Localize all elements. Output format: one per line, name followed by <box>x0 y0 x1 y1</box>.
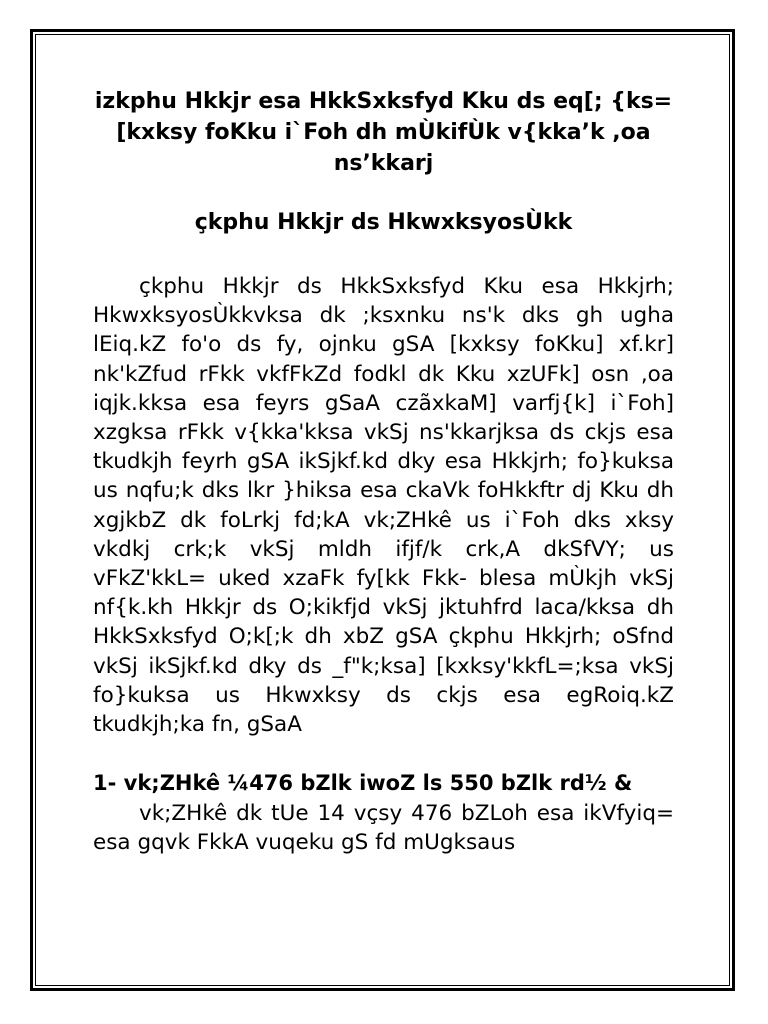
document-title: izkphu Hkkjr esa HkkSxksfyd Kku ds eq[; {ks= [kxksy foKku i`Foh dh mÙkifÙk v{kka’k ,oa ns’kkarj <box>94 89 673 176</box>
document-subtitle: çkphu Hkkjr ds HkwxksyosÙkk <box>194 210 573 235</box>
section-heading-aryabhata: 1- vk;ZHkê ¼476 bZlk iwoZ ls 550 bZlk rd½ & <box>93 771 633 796</box>
paragraph-aryabhata: vk;ZHkê dk tUe 14 vçsy 476 bZLoh esa ikVfyiq= esa gqvk FkkA vuqeku gS fd mUgksaus <box>93 801 674 856</box>
document-body <box>93 86 674 858</box>
paragraph-intro: çkphu Hkkjr ds HkkSxksfyd Kku esa Hkkjrh; HkwxksyosÙkkvksa dk ;ksxnku ns'k dks gh ugha lEiq.kZ fo'o ds fy, ojnku gSA [kxksy foKku] xf.kr] nk'kZfud rFkk vkfFkZd fodkl dk Kku xzUFk] osn ,oa iqjk.kksa esa feyrs gSaA czãxkaM] varfj{k] i`Foh] xzgksa rFkk v{kka'kksa vkSj ns'kkarjksa ds ckjs esa tkudkjh feyrh gSA ikSjkf.kd dky esa Hkkjrh; fo}kuksa us nqfu;k dks lkr }hiksa esa ckaVk foHkkftr dj Kku dh xgjkbZ dk foLrkj fd;kA vk;ZHkê us i`Foh dks xksy vkdkj crk;k vkSj mldh ifjf/k crk,A dkSfVY; us vFkZ'kkL= uked xzaFk fy[kk Fkk- blesa mÙkjh vkSj nf{k.kh Hkkjr ds O;kikfjd vkSj jktuhfrd laca/kksa dh HkkSxksfyd O;k[;k dh xbZ gSA çkphu Hkkjrh; oSfnd vkSj ikSjkf.kd dky ds _f"k;ksa] [kxksy'kkfL=;ksa vkSj fo}kuksa us Hkwxksy ds ckjs esa egRoiq.kZ tkudkjh;ka fn, gSaA <box>93 274 674 738</box>
